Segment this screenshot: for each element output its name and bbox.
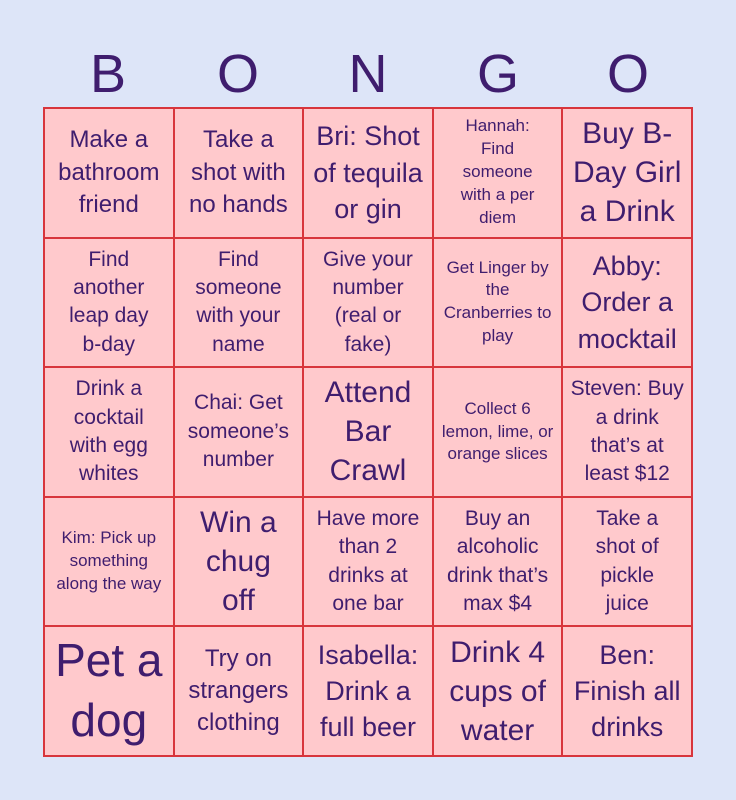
cell-label: Try on strangers clothing (188, 644, 289, 737)
bingo-cell[interactable] (44, 108, 174, 238)
cell-label: Isabella: Drink a full beer (317, 639, 419, 743)
cell-label: Chai: Get someone’s number (187, 391, 289, 472)
bingo-cell[interactable] (174, 626, 304, 756)
cell-label: Attend Bar Crawl (324, 376, 412, 488)
bingo-cell[interactable] (174, 497, 304, 627)
bingo-cell[interactable] (433, 238, 563, 368)
bingo-board (43, 107, 693, 757)
bingo-cell[interactable] (433, 626, 563, 756)
cell-label: Collect 6 lemon, lime, or orange slices (441, 398, 554, 464)
cell-label: Find someone with your name (195, 247, 282, 356)
cell-label: Take a shot with no hands (189, 126, 288, 218)
cell-label: Buy B-Day Girl a Drink (573, 117, 682, 229)
bingo-cell[interactable] (44, 497, 174, 627)
cell-label: Drink 4 cups of water (449, 635, 546, 747)
bingo-cell[interactable] (303, 238, 433, 368)
bingo-cell[interactable] (303, 367, 433, 497)
cell-label: Abby: Order a mocktail (577, 250, 677, 354)
cell-label: Steven: Buy a drink that’s at least $12 (570, 377, 684, 486)
bingo-cell[interactable] (433, 367, 563, 497)
bingo-cell[interactable] (44, 238, 174, 368)
cell-label: Hannah: Find someone with a per diem (460, 116, 535, 228)
cell-label: Pet a dog (55, 634, 163, 747)
bingo-cell[interactable] (562, 626, 692, 756)
bingo-cell[interactable] (562, 497, 692, 627)
bingo-cell[interactable] (433, 108, 563, 238)
bingo-cell[interactable] (174, 238, 304, 368)
cell-label: Drink a cocktail with egg whites (69, 377, 148, 486)
bingo-cell[interactable] (562, 108, 692, 238)
bingo-cell[interactable] (174, 367, 304, 497)
header-letter-b: B (89, 44, 127, 104)
header-letter-o-2: O (606, 44, 649, 104)
cell-label: Bri: Shot of tequila or gin (313, 121, 423, 225)
cell-label: Find another leap day b-day (69, 247, 149, 356)
bingo-cell[interactable] (303, 497, 433, 627)
bingo-cell[interactable] (303, 108, 433, 238)
bingo-cell[interactable] (433, 497, 563, 627)
cell-label: Make a bathroom friend (58, 126, 160, 218)
cell-label: Take a shot of pickle juice (595, 506, 659, 615)
bingo-cell[interactable] (303, 626, 433, 756)
cell-label: Ben: Finish all drinks (573, 639, 681, 743)
cell-label: Have more than 2 drinks at one bar (316, 506, 420, 615)
bingo-header (43, 42, 693, 106)
bingo-cell[interactable] (174, 108, 304, 238)
cell-label: Get Linger by the Cranberries to play (443, 257, 552, 346)
cell-label: Kim: Pick up something along the way (56, 528, 162, 594)
bingo-cell[interactable] (562, 367, 692, 497)
cell-label: Buy an alcoholic drink that’s max $4 (447, 506, 549, 615)
header-letter-n: N (348, 44, 388, 104)
bingo-cell[interactable] (44, 367, 174, 497)
cell-label: Give your number (real or fake) (323, 247, 413, 356)
bingo-cell[interactable] (562, 238, 692, 368)
bingo-cell[interactable] (44, 626, 174, 756)
header-letter-g: G (476, 44, 519, 104)
header-letter-o: O (216, 44, 259, 104)
cell-label: Win a chug off (200, 506, 277, 618)
